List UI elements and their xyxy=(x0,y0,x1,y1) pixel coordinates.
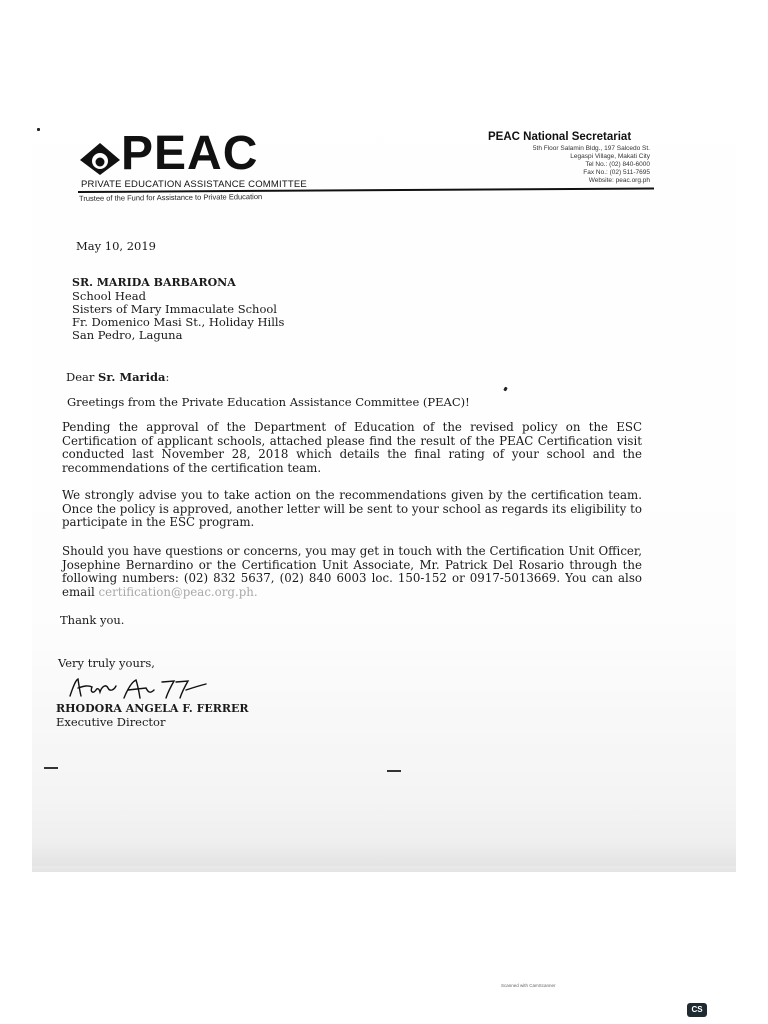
peac-logo-icon xyxy=(80,143,120,175)
signer-name: RHODORA ANGELA F. FERRER xyxy=(56,702,249,715)
recipient-name: SR. MARIDA BARBARONA xyxy=(72,276,236,289)
signer-title: Executive Director xyxy=(56,715,166,729)
scan-speck xyxy=(37,128,40,131)
secretariat-line: 5th Floor Salamin Bldg., 197 Salcedo St. xyxy=(532,145,650,152)
scan-mark xyxy=(44,767,58,769)
secretariat-line: Tel No.: (02) 840-6000 xyxy=(585,161,650,168)
handwritten-signature xyxy=(66,676,216,702)
scan-mark xyxy=(387,770,401,772)
secretariat-line: Legaspi Village, Makati City xyxy=(570,153,650,160)
body-paragraph-2: We strongly advise you to take action on the recommendations given by the certification team. Once the policy is approved, another letter will be sent to your school as regards its eligibility to participate in the ESC program. xyxy=(62,488,642,530)
secretariat-title: PEAC National Secretariat xyxy=(488,131,632,143)
salutation-prefix: Dear xyxy=(66,370,99,384)
body-paragraph-3 xyxy=(62,545,642,599)
recipient-line: San Pedro, Laguna xyxy=(72,328,183,342)
greeting-line: Greetings from the Private Education Assistance Committee (PEAC)! xyxy=(67,395,470,409)
salutation-name: Sr. Marida xyxy=(98,370,166,384)
peac-logo-text: PEAC xyxy=(121,127,259,180)
salutation xyxy=(66,372,169,384)
closing-line: Very truly yours, xyxy=(58,656,155,670)
letter-date: May 10, 2019 xyxy=(76,239,156,253)
recipient-line: Fr. Domenico Masi St., Holiday Hills xyxy=(72,315,285,329)
org-name: PRIVATE EDUCATION ASSISTANCE COMMITTEE xyxy=(81,179,307,190)
secretariat-line: Website: peac.org.ph xyxy=(588,177,650,184)
body-paragraph-1: Pending the approval of the Department of Education of the revised policy on the ESC Certification of applicant schools, attached please find the result of the PEAC Certification visit conducted last November 28, 2018 which details the final rating of your school and the recommendations of the certification team. xyxy=(62,420,642,475)
page-bottom-shadow xyxy=(32,842,736,872)
recipient-line: School Head xyxy=(72,289,146,303)
recipient-line: Sisters of Mary Immaculate School xyxy=(72,302,277,316)
org-tagline: Trustee of the Fund for Assistance to Private Education xyxy=(78,192,263,203)
scanner-watermark: Scanned with CamScanner xyxy=(501,983,556,988)
thanks-line: Thank you. xyxy=(60,613,125,627)
contact-email: certification@peac.org.ph. xyxy=(98,584,258,599)
camscanner-logo: CS xyxy=(687,1003,707,1017)
contact-text: Should you have questions or concerns, you may get in touch with the Certification Unit Officer, Josephine Bernardino or the Certification Unit Associate, Mr. Patrick Del Rosario through the following numbers: (02) 832 5637, (02) 840 6003 loc. 150-152 or 0917-5013669. You can also email xyxy=(62,544,642,599)
salutation-suffix: : xyxy=(165,370,170,384)
secretariat-line: Fax No.: (02) 511-7695 xyxy=(583,169,650,176)
